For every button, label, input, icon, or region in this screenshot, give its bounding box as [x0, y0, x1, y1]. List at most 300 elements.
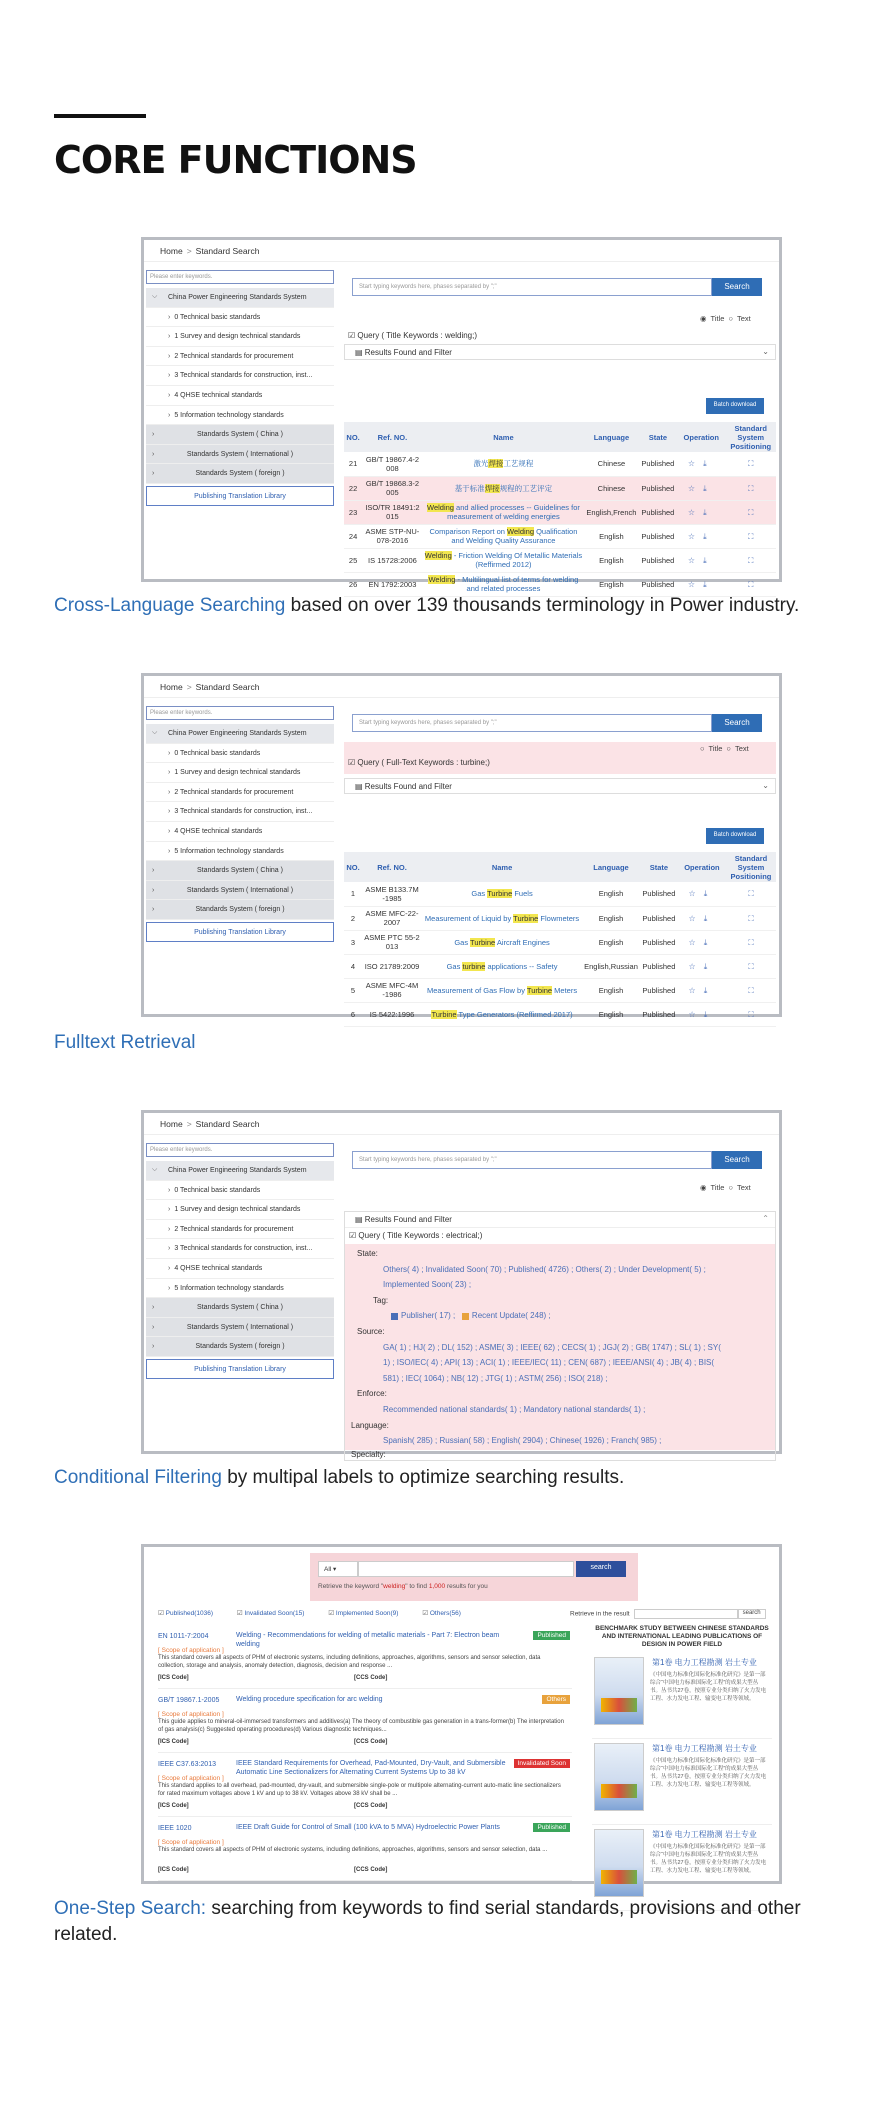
- download-icon[interactable]: ⤓: [703, 507, 715, 517]
- hierarchy-icon[interactable]: ⛶: [748, 531, 754, 541]
- sidebar-item[interactable]: [146, 347, 334, 367]
- cell-positioning: [726, 1002, 776, 1026]
- sidebar-group-label: Standards System ( International ): [186, 1323, 294, 1331]
- sidebar-item-label: 0 Technical basic standards: [174, 313, 261, 321]
- sidebar-group-label: Standards System ( International ): [186, 450, 294, 458]
- cell-name-link[interactable]: [422, 930, 582, 954]
- cell-ref: IS 5422:1996: [362, 1002, 422, 1026]
- query-text: Query ( Full-Text Keywords : turbine;): [357, 758, 490, 767]
- col-name: Name: [423, 422, 584, 452]
- sidebar-item[interactable]: [146, 406, 334, 426]
- breadcrumb-home[interactable]: Home: [160, 1119, 183, 1129]
- cell-name-link[interactable]: [423, 548, 584, 572]
- publishing-library-button[interactable]: Publishing Translation Library: [146, 922, 334, 942]
- cell-ref: IS 15728:2006: [362, 548, 423, 572]
- col-ref: Ref. NO.: [362, 852, 422, 882]
- search-button[interactable]: Search: [712, 714, 762, 732]
- status-badge: Others: [542, 1695, 570, 1704]
- radio-text-label: Text: [736, 314, 751, 323]
- batch-download-button[interactable]: Batch download: [706, 398, 764, 414]
- sidebar-search-input[interactable]: Please enter keywords.: [146, 270, 334, 284]
- filter-source-values[interactable]: 581) ; IEC( 1064) ; NB( 12) ; JTG( 1) ; ASTM( 256) ; ISO( 218) ;: [383, 1373, 608, 1383]
- name-text: Qualification and Welding Quality Assurance: [451, 527, 578, 545]
- sidebar-root[interactable]: [146, 724, 334, 744]
- cell-positioning: [725, 452, 776, 476]
- keyword-highlight: Turbine: [513, 913, 539, 923]
- caption-conditional-filtering: [54, 1465, 854, 1491]
- sidebar-item[interactable]: [146, 783, 334, 803]
- sidebar-item-label: 1 Survey and design technical standards: [174, 769, 301, 777]
- chevron-right-icon: ›: [168, 1186, 171, 1194]
- sidebar-item-label: 1 Survey and design technical standards: [174, 333, 301, 341]
- category-select-value: All: [324, 1566, 332, 1573]
- screenshot-cross-language: [141, 237, 782, 593]
- ccs-code-label: [CCS Code]: [354, 1675, 388, 1681]
- search-scope-radios: [696, 1183, 751, 1192]
- chevron-right-icon: ›: [152, 1343, 155, 1351]
- cell-ref: ISO 21789:2009: [362, 954, 422, 978]
- cell-state: Published: [639, 548, 677, 572]
- cell-no: 25: [344, 548, 362, 572]
- name-text: - Friction Welding Of Metallic Materials (Reffirmed 2012): [451, 551, 583, 569]
- keyword-highlight: Turbine: [487, 889, 513, 899]
- caption-cross-language: [54, 593, 854, 619]
- col-language: Language: [582, 852, 640, 882]
- hierarchy-icon[interactable]: ⛶: [748, 507, 754, 517]
- cell-language: Chinese: [584, 452, 639, 476]
- note-count: 1,000: [428, 1583, 446, 1590]
- col-state: State: [639, 422, 677, 452]
- chevron-up-icon: ⌃: [762, 1214, 769, 1223]
- cell-positioning: [726, 978, 776, 1002]
- book-cover[interactable]: [594, 1829, 644, 1897]
- favorite-star-icon[interactable]: ☆: [688, 961, 704, 971]
- keyword-highlight: Welding: [428, 575, 456, 584]
- hierarchy-icon[interactable]: ⛶: [748, 937, 754, 947]
- results-table: [344, 852, 776, 1027]
- favorite-star-icon[interactable]: ☆: [687, 555, 704, 565]
- results-filter-bar[interactable]: ▤ Results Found and Filter ⌄: [344, 344, 776, 360]
- sidebar-item-label: 3 Technical standards for construction, inst...: [174, 808, 313, 816]
- radio-title-label: Title: [710, 314, 725, 323]
- hierarchy-icon[interactable]: ⛶: [748, 1009, 754, 1019]
- sidebar-item[interactable]: [146, 386, 334, 406]
- sidebar-group-label: Standards System ( China ): [197, 431, 283, 439]
- hierarchy-icon[interactable]: ⛶: [748, 985, 754, 995]
- search-input[interactable]: Start typing keywords here, phases separated by ";": [352, 278, 712, 296]
- cell-name-link[interactable]: [423, 452, 584, 476]
- cell-name-link[interactable]: [422, 954, 582, 978]
- filter-source-values[interactable]: 1) ; ISO/IEC( 4) ; API( 13) ; ACI( 1) ; IEEE/IEC( 11) ; CEN( 687) ; IEEE/ANSI( 4) ; JB( 4) ; BIS(: [383, 1358, 715, 1368]
- cell-operation: [678, 954, 726, 978]
- search-bar: [352, 714, 762, 732]
- sidebar-root-label: China Power Engineering Standards System: [168, 730, 307, 737]
- filter-language-values[interactable]: Spanish( 285) ; Russian( 58) ; English( 2904) ; Chinese( 1926) ; Franch( 985) ;: [383, 1436, 662, 1446]
- search-button[interactable]: Search: [712, 278, 762, 296]
- radio-text[interactable]: ○ Text: [726, 744, 749, 753]
- retrieve-input[interactable]: [634, 1609, 738, 1619]
- standard-code-link[interactable]: IEEE C37.63:2013: [158, 1761, 216, 1768]
- scope-label: [ Scope of application ]: [158, 1775, 224, 1782]
- benchmark-heading: BENCHMARK STUDY BETWEEN CHINESE STANDARDS AND INTERNATIONAL LEADING PUBLICATIONS OF DESIGN IN POWER FIELD: [595, 1625, 769, 1648]
- results-filter-bar[interactable]: ▤ Results Found and Filter ⌃: [345, 1212, 775, 1228]
- scope-label: [ Scope of application ]: [158, 1711, 224, 1718]
- standard-code-link[interactable]: IEEE 1020: [158, 1825, 192, 1832]
- table-row: [344, 500, 776, 524]
- search-input[interactable]: [358, 1561, 574, 1577]
- sidebar-item-label: 5 Information technology standards: [174, 847, 284, 855]
- chevron-right-icon: ›: [168, 1264, 171, 1272]
- cell-name-link[interactable]: [423, 500, 584, 524]
- screenshot-one-step-search: [141, 1544, 782, 1884]
- search-button[interactable]: search: [576, 1561, 626, 1577]
- cell-state: Published: [639, 524, 677, 548]
- search-button[interactable]: Search: [712, 1151, 762, 1169]
- sidebar-root[interactable]: [146, 1161, 334, 1181]
- name-text: Gas: [471, 889, 488, 899]
- hierarchy-icon[interactable]: ⛶: [748, 913, 754, 923]
- hierarchy-icon[interactable]: ⛶: [748, 889, 754, 899]
- download-icon[interactable]: ⤓: [703, 937, 716, 947]
- download-icon[interactable]: ⤓: [703, 1009, 716, 1019]
- book-title[interactable]: 第1卷 电力工程勘测 岩土专业: [652, 1830, 757, 1839]
- filter-tag-publisher[interactable]: Publisher( 17) ;: [401, 1311, 456, 1321]
- name-text: Aircraft Engines: [495, 937, 550, 947]
- book-description: 《中国电力标准化国际化标准化研究》是第一部综合“中国电力标准国际化工程”的成果大型丛书。丛书共27卷，按照专业分类归纳了火力发电工程、水力发电工程、输变电工程等领域。: [650, 1844, 767, 1874]
- publishing-library-button[interactable]: Publishing Translation Library: [146, 486, 334, 506]
- screenshot-conditional-filtering: [141, 1110, 782, 1459]
- favorite-star-icon[interactable]: ☆: [687, 483, 704, 493]
- tab-others[interactable]: ☑ Others(56): [422, 1610, 461, 1617]
- standard-description: This standard applies to all overhead, pad-mounted, dry-vault, and submersible single-pole or multipole alternating-current auto-matic line sectionalizers for rated maximum voltages above 1 kV and up to 38 kV. Voltages above 38 kV shall be ...: [158, 1783, 561, 1797]
- tab-invalidated-soon[interactable]: ☑ Invalidated Soon(15): [237, 1610, 305, 1617]
- sidebar-group[interactable]: [146, 1298, 334, 1318]
- standard-title-link[interactable]: IEEE Standard Requirements for Overhead, Pad-Mounted, Dry-Vault, and Submersible Automatic Line Sectionalizers for Alternating Current Systems Up to 38 kV: [236, 1760, 506, 1776]
- publisher-tag-icon: [391, 1313, 398, 1320]
- cell-name-link[interactable]: [423, 524, 584, 548]
- ccs-code-label: [CCS Code]: [354, 1803, 388, 1809]
- filter-language-label: Language:: [351, 1420, 389, 1430]
- sidebar-item-label: 2 Technical standards for procurement: [174, 352, 294, 360]
- cell-ref: ASME MFC-22-2007: [362, 906, 422, 930]
- filter-enforce-label: Enforce:: [357, 1389, 387, 1399]
- sidebar-group[interactable]: [146, 464, 334, 484]
- chevron-right-icon: ›: [152, 1323, 155, 1331]
- breadcrumb: [144, 676, 779, 698]
- favorite-star-icon[interactable]: ☆: [688, 1009, 704, 1019]
- sidebar-group[interactable]: [146, 425, 334, 445]
- favorite-star-icon[interactable]: ☆: [688, 913, 704, 923]
- sidebar-item-label: 4 QHSE technical standards: [174, 827, 263, 835]
- keyword-highlight: turbine: [462, 961, 486, 971]
- name-text: applications -- Safety: [485, 961, 558, 971]
- caption-highlight: One-Step Search:: [54, 1898, 207, 1919]
- sidebar-item[interactable]: [146, 763, 334, 783]
- cell-ref: EN 1792:2003: [362, 572, 423, 596]
- cell-state: Published: [639, 452, 677, 476]
- sidebar-group-label: Standards System ( foreign ): [195, 906, 285, 914]
- chevron-right-icon: ›: [168, 769, 171, 777]
- caret-down-icon: ⌵: [152, 729, 158, 736]
- table-row: [344, 978, 776, 1002]
- sidebar-search-input[interactable]: Please enter keywords.: [146, 1143, 334, 1157]
- query-line: ☑ Query ( Title Keywords : welding;): [348, 331, 478, 340]
- search-scope-radios: [696, 314, 751, 323]
- keyword-highlight: Turbine: [526, 985, 553, 995]
- filter-state-values[interactable]: Implemented Soon( 23) ;: [383, 1280, 472, 1290]
- tab-published[interactable]: ☑ Published(1036): [158, 1610, 213, 1617]
- filter-enforce-values[interactable]: Recommended national standards( 1) ; Mandatory national standards( 1) ;: [383, 1404, 646, 1414]
- sidebar-group[interactable]: [146, 881, 334, 901]
- caret-down-icon: ⌵: [152, 293, 158, 300]
- sidebar-item-label: 4 QHSE technical standards: [174, 1264, 263, 1272]
- ccs-code-label: [CCS Code]: [354, 1867, 388, 1873]
- sidebar-root-label: China Power Engineering Standards System: [168, 1167, 307, 1174]
- download-icon[interactable]: ⤓: [703, 483, 715, 493]
- cell-operation: [678, 906, 726, 930]
- book-item[interactable]: [592, 1653, 772, 1739]
- sidebar-group[interactable]: [146, 445, 334, 465]
- cell-state: Published: [640, 954, 678, 978]
- name-text: Flowmeters: [538, 913, 580, 923]
- search-input[interactable]: Start typing keywords here, phases separated by ";": [352, 1151, 712, 1169]
- cell-operation: [677, 500, 725, 524]
- col-state: State: [640, 852, 678, 882]
- sidebar-item[interactable]: [146, 744, 334, 764]
- scope-label: [ Scope of application ]: [158, 1647, 224, 1654]
- sidebar-group[interactable]: [146, 1337, 334, 1357]
- download-icon[interactable]: ⤓: [703, 985, 716, 995]
- list-item: [158, 1817, 572, 1881]
- name-text: Measurement of Liquid by: [424, 913, 514, 923]
- download-icon[interactable]: ⤓: [703, 579, 715, 589]
- results-filter-bar[interactable]: ▤ Results Found and Filter ⌄: [344, 778, 776, 794]
- keyword-highlight: 焊接: [488, 459, 504, 469]
- sidebar-item[interactable]: [146, 1239, 334, 1259]
- sidebar-group[interactable]: [146, 900, 334, 920]
- list-item: [158, 1625, 572, 1689]
- standard-title-link[interactable]: Welding procedure specification for arc welding: [236, 1696, 383, 1703]
- cell-positioning: [726, 906, 776, 930]
- book-cover[interactable]: [594, 1743, 644, 1811]
- download-icon[interactable]: ⤓: [703, 531, 715, 541]
- sidebar-group-label: Standards System ( International ): [186, 886, 294, 894]
- scope-label: [ Scope of application ]: [158, 1839, 224, 1846]
- filter-body: [345, 1244, 775, 1450]
- sidebar-item[interactable]: [146, 822, 334, 842]
- sidebar: [146, 1143, 334, 1379]
- book-cover[interactable]: [594, 1657, 644, 1725]
- sidebar-root-label: China Power Engineering Standards System: [168, 294, 307, 301]
- hierarchy-icon[interactable]: ⛶: [748, 483, 754, 493]
- sidebar-item[interactable]: [146, 1259, 334, 1279]
- ics-code-label: [ICS Code]: [158, 1803, 189, 1809]
- sidebar-search-input[interactable]: Please enter keywords.: [146, 706, 334, 720]
- table-row: [344, 1002, 776, 1026]
- col-name: Name: [422, 852, 582, 882]
- filter-tag-recent[interactable]: Recent Update( 248) ;: [471, 1311, 551, 1321]
- chevron-right-icon: ›: [168, 372, 171, 380]
- sidebar-group[interactable]: [146, 1318, 334, 1338]
- name-text: Gas: [454, 937, 471, 947]
- search-input[interactable]: Start typing keywords here, phases separated by ";": [352, 714, 712, 732]
- caption-highlight: Cross-Language Searching: [54, 595, 286, 616]
- favorite-star-icon[interactable]: ☆: [687, 459, 704, 469]
- cell-positioning: [726, 954, 776, 978]
- screenshot-fulltext: [141, 673, 782, 1017]
- sidebar-item[interactable]: [146, 1220, 334, 1240]
- cell-name-link[interactable]: [422, 1002, 582, 1026]
- sidebar-item[interactable]: [146, 1279, 334, 1299]
- filter-source-values[interactable]: GA( 1) ; HJ( 2) ; DL( 152) ; ASME( 3) ; IEEE( 62) ; CECS( 1) ; JGJ( 2) ; GB( 1747) ; SL( 1) ; SY(: [383, 1342, 721, 1352]
- favorite-star-icon[interactable]: ☆: [688, 889, 704, 899]
- filter-state-values[interactable]: Others( 4) ; Invalidated Soon( 70) ; Published( 4726) ; Others( 2) ; Under Development( 5) ;: [383, 1264, 706, 1274]
- name-text: Gas: [446, 961, 463, 971]
- radio-text[interactable]: ○ Text: [728, 314, 751, 323]
- cell-state: Published: [639, 476, 677, 500]
- breadcrumb-separator: >: [186, 1119, 192, 1129]
- cell-state: Published: [640, 906, 678, 930]
- retrieve-search-button[interactable]: search: [738, 1609, 766, 1619]
- download-icon[interactable]: ⤓: [703, 913, 716, 923]
- chevron-right-icon: ›: [168, 1284, 171, 1292]
- cell-language: Chinese: [584, 476, 639, 500]
- standard-description: This standard covers all aspects of PHM of electronic systems, including definitions, approaches, algorithms, sensors and sensor selection, data collection, storage and analysis, anomaly detection, diagnosis, decision and response ...: [158, 1655, 541, 1669]
- cell-ref: ASME MFC-4M -1986: [362, 978, 422, 1002]
- breadcrumb-current: Standard Search: [195, 682, 260, 692]
- cell-name-link[interactable]: [422, 978, 582, 1002]
- sidebar-item[interactable]: [146, 366, 334, 386]
- sidebar-item[interactable]: [146, 802, 334, 822]
- table-row: [344, 930, 776, 954]
- one-step-search-box: [310, 1553, 638, 1601]
- download-icon[interactable]: ⤓: [703, 555, 715, 565]
- search-bar: [352, 1151, 762, 1169]
- sidebar-item[interactable]: [146, 1181, 334, 1201]
- cell-name-link[interactable]: [422, 906, 582, 930]
- chevron-right-icon: ›: [168, 847, 171, 855]
- name-text: Comparison Report on: [429, 527, 508, 536]
- breadcrumb-home[interactable]: Home: [160, 682, 183, 692]
- caption-text: by multipal labels to optimize searching results.: [221, 1467, 625, 1488]
- batch-download-button[interactable]: Batch download: [706, 828, 764, 844]
- radio-title[interactable]: ○ Title: [700, 744, 723, 753]
- cell-no: 2: [344, 906, 362, 930]
- category-select[interactable]: [318, 1561, 358, 1577]
- cell-name-link[interactable]: [422, 882, 582, 906]
- chevron-right-icon: ›: [168, 313, 171, 321]
- chevron-right-icon: ›: [168, 788, 171, 796]
- chevron-right-icon: ›: [152, 470, 155, 478]
- sidebar-item-label: 4 QHSE technical standards: [174, 391, 263, 399]
- sidebar-item-label: 3 Technical standards for construction, inst...: [174, 372, 313, 380]
- radio-title[interactable]: ◉ Title: [700, 1183, 725, 1192]
- cell-language: English: [584, 548, 639, 572]
- header-rule: [54, 114, 146, 118]
- cell-no: 22: [344, 476, 362, 500]
- hierarchy-icon[interactable]: ⛶: [748, 961, 754, 971]
- caption-fulltext: [54, 1030, 854, 1056]
- favorite-star-icon[interactable]: ☆: [688, 985, 704, 995]
- download-icon[interactable]: ⤓: [703, 459, 715, 469]
- status-badge: Published: [533, 1631, 570, 1640]
- favorite-star-icon[interactable]: ☆: [688, 937, 704, 947]
- book-title[interactable]: 第1卷 电力工程勘测 岩土专业: [652, 1744, 757, 1753]
- cell-state: Published: [640, 882, 678, 906]
- sidebar-item-label: 5 Information technology standards: [174, 1284, 284, 1292]
- sidebar-item[interactable]: [146, 1200, 334, 1220]
- sidebar-item-label: 3 Technical standards for construction, inst...: [174, 1245, 313, 1253]
- name-text: Measurement of Gas Flow by: [427, 985, 527, 995]
- table-row: [344, 476, 776, 500]
- table-row: [344, 524, 776, 548]
- book-description: 《中国电力标准化国际化标准化研究》是第一部综合“中国电力标准国际化工程”的成果大型丛书。丛书共27卷，按照专业分类归纳了火力发电工程、水力发电工程、输变电工程等领域。: [650, 1672, 767, 1702]
- standard-code-link[interactable]: EN 1011-7:2004: [158, 1633, 209, 1640]
- cell-no: 3: [344, 930, 362, 954]
- sidebar-group[interactable]: [146, 861, 334, 881]
- favorite-star-icon[interactable]: ☆: [687, 579, 704, 589]
- hierarchy-icon[interactable]: ⛶: [748, 579, 754, 589]
- standard-title-link[interactable]: IEEE Draft Guide for Control of Small (100 kVA to 5 MVA) Hydroelectric Power Plants: [236, 1824, 500, 1831]
- sidebar: [146, 706, 334, 942]
- chevron-right-icon: ›: [168, 411, 171, 419]
- keyword-highlight: 焊接: [484, 483, 500, 493]
- radio-text[interactable]: ○ Text: [728, 1183, 751, 1192]
- chevron-right-icon: ›: [168, 1245, 171, 1253]
- note-text: Retrieve the keyword ": [318, 1583, 384, 1590]
- sidebar-group-label: Standards System ( China ): [197, 1304, 283, 1312]
- keyword-highlight: Welding: [424, 551, 452, 560]
- cell-name-link[interactable]: [423, 476, 584, 500]
- cell-operation: [678, 930, 726, 954]
- download-icon[interactable]: ⤓: [703, 961, 716, 971]
- filter-label: Results Found and Filter: [364, 782, 452, 791]
- breadcrumb-separator: >: [186, 246, 192, 256]
- note-keyword: welding: [383, 1583, 406, 1590]
- sidebar-item-label: 1 Survey and design technical standards: [174, 1206, 301, 1214]
- cell-operation: [677, 476, 725, 500]
- sidebar-root[interactable]: [146, 288, 334, 308]
- breadcrumb-home[interactable]: Home: [160, 246, 183, 256]
- hierarchy-icon[interactable]: ⛶: [748, 555, 754, 565]
- standard-title-link[interactable]: Welding - Recommendations for welding of metallic materials - Part 7: Electron beam welding: [236, 1632, 500, 1648]
- tab-implemented-soon[interactable]: ☑ Implemented Soon(9): [328, 1610, 398, 1617]
- cell-no: 4: [344, 954, 362, 978]
- cell-no: 26: [344, 572, 362, 596]
- sidebar-item[interactable]: [146, 308, 334, 328]
- caret-down-icon: ⌵: [152, 1166, 158, 1173]
- cell-ref: ISO/TR 18491:2 015: [362, 500, 423, 524]
- sidebar-item[interactable]: [146, 327, 334, 347]
- cell-ref: GB/T 19867.4-2 008: [362, 452, 423, 476]
- favorite-star-icon[interactable]: ☆: [687, 507, 704, 517]
- radio-title[interactable]: ◉ Title: [700, 314, 725, 323]
- keyword-highlight: Welding: [427, 503, 454, 512]
- hierarchy-icon[interactable]: ⛶: [748, 459, 754, 469]
- download-icon[interactable]: ⤓: [703, 889, 716, 899]
- chevron-right-icon: ›: [168, 352, 171, 360]
- sidebar-item[interactable]: [146, 842, 334, 862]
- filter-label: Results Found and Filter: [364, 1215, 452, 1224]
- book-item[interactable]: [592, 1739, 772, 1825]
- query-line: ☑ Query ( Title Keywords : electrical;): [349, 1231, 483, 1240]
- book-description: 《中国电力标准化国际化标准化研究》是第一部综合“中国电力标准国际化工程”的成果大型丛书。丛书共27卷，按照专业分类归纳了火力发电工程、水力发电工程、输变电工程等领域。: [650, 1758, 767, 1788]
- publishing-library-button[interactable]: Publishing Translation Library: [146, 1359, 334, 1379]
- chevron-right-icon: ›: [152, 906, 155, 914]
- standard-code-link[interactable]: GB/T 19867.1-2005: [158, 1697, 220, 1704]
- book-title[interactable]: 第1卷 电力工程勘测 岩土专业: [652, 1658, 757, 1667]
- favorite-star-icon[interactable]: ☆: [687, 531, 704, 541]
